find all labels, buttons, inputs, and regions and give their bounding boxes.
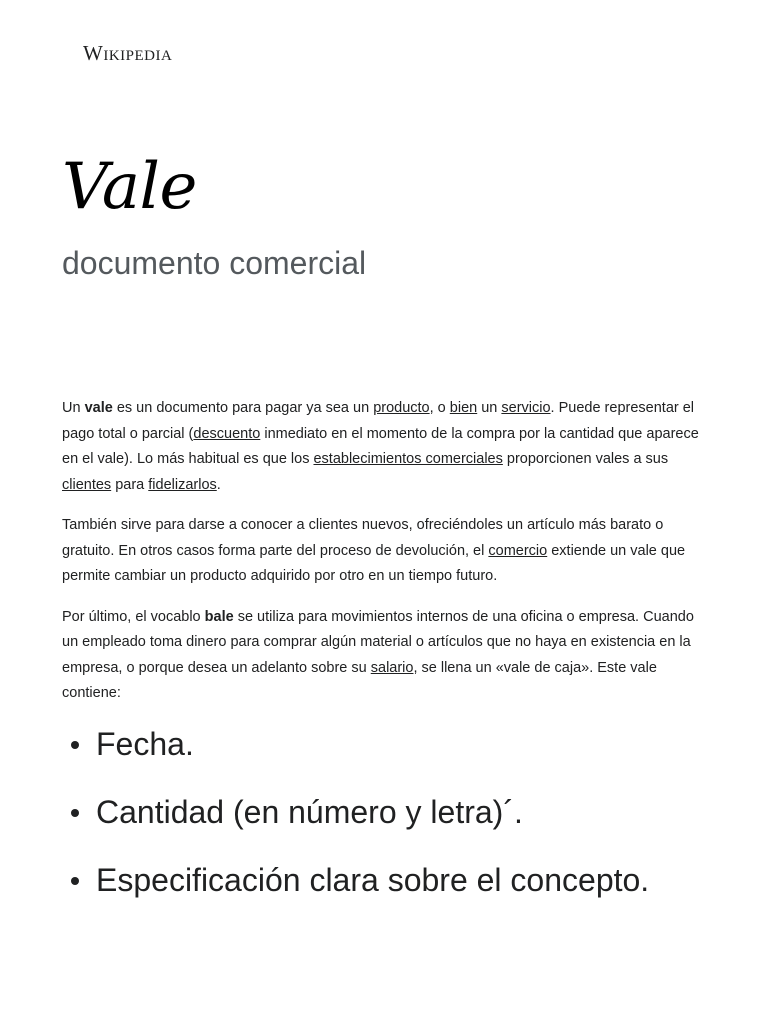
- list-item-text: Especificación clara sobre el concepto.: [96, 861, 650, 898]
- text: También sirve para darse a conocer a clientes nuevos, ofreciéndoles un artículo más barato o gratuito. En otros casos forma parte del proceso de devolución, el: [62, 517, 664, 559]
- list-item-text: Fecha.: [96, 725, 194, 762]
- list-item: [62, 790, 707, 834]
- text: , o: [429, 400, 450, 416]
- text: es un documento para pagar ya sea un: [112, 400, 374, 416]
- bold-term-bale: bale: [204, 608, 234, 625]
- list-item: [62, 858, 707, 902]
- bullet-icon: [71, 877, 79, 885]
- text: inmediato en el momento de la compra por la cantidad que aparece en el vale). Lo más habitual es que los: [62, 425, 699, 467]
- link-descuento[interactable]: descuento: [193, 425, 261, 442]
- contents-list: [62, 722, 707, 902]
- text: Por último, el vocablo: [62, 608, 205, 625]
- text: , se llena un «vale de caja». Este vale contiene:: [62, 659, 657, 701]
- text: extiende un vale que permite cambiar un producto adquirido por otro en un tiempo futuro.: [62, 542, 686, 584]
- page-title: Vale: [62, 150, 197, 224]
- bold-term-vale: vale: [84, 400, 113, 416]
- text: Un: [62, 400, 85, 416]
- text: para: [111, 476, 149, 493]
- link-salario[interactable]: salario: [370, 659, 414, 676]
- text: proporcionen vales a sus: [502, 451, 669, 467]
- text: . Puede representar el pago total o parcial (: [62, 400, 695, 442]
- link-bien[interactable]: bien: [449, 400, 478, 416]
- paragraph-third: [62, 605, 707, 707]
- link-comercio[interactable]: comercio: [488, 542, 548, 559]
- paragraph-intro: [62, 396, 707, 498]
- list-item-text: Cantidad (en número y letra)´.: [96, 793, 523, 830]
- bullet-icon: [71, 809, 79, 817]
- paragraph-second: [62, 513, 707, 590]
- link-servicio[interactable]: servicio: [501, 400, 551, 416]
- link-producto[interactable]: producto: [373, 400, 430, 416]
- link-clientes[interactable]: clientes: [62, 476, 112, 493]
- article-content: [62, 396, 707, 926]
- link-establecimientos-comerciales[interactable]: establecimientos comerciales: [313, 451, 503, 467]
- list-item: [62, 722, 707, 766]
- text: se utiliza para movimientos internos de una oficina o empresa. Cuando un empleado toma dinero para comprar algún material o artículos que no haya en existencia en la empresa, o porque desea un adelanto sobre su: [62, 608, 694, 676]
- link-fidelizarlos[interactable]: fidelizarlos: [148, 476, 217, 493]
- bullet-icon: [71, 741, 79, 749]
- page-description: documento comercial: [62, 245, 367, 281]
- wikipedia-wordmark[interactable]: Wikipedia: [83, 41, 173, 65]
- text: un: [477, 400, 502, 416]
- text: .: [216, 476, 221, 493]
